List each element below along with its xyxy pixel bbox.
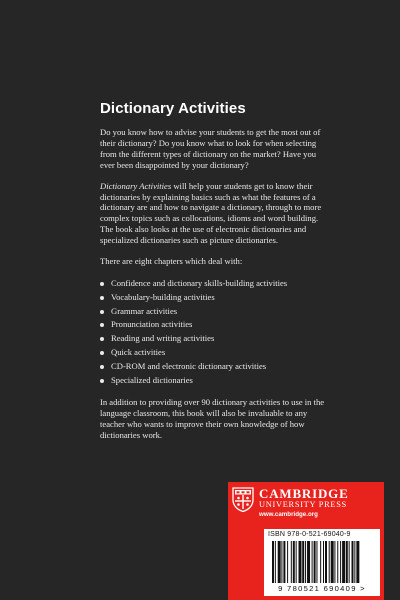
chapter-label: Specialized dictionaries (111, 374, 193, 385)
publisher-block (228, 482, 384, 600)
chapters-intro: There are eight chapters which deal with: (100, 256, 243, 267)
bullet-icon (100, 337, 104, 341)
chapter-item (100, 374, 332, 388)
chapter-item (100, 346, 332, 360)
barcode-panel (264, 529, 380, 596)
barcode-icon (272, 541, 374, 583)
chapter-label: Pronunciation activities (111, 319, 193, 330)
chapter-item (100, 277, 332, 291)
bullet-icon (100, 323, 104, 327)
bullet-icon (100, 351, 104, 355)
book-title: Dictionary Activities (100, 100, 246, 117)
description-text: will help your students get to know their dictionaries by explaining basics such as what the features of a dictionary are and how to navigate a dictionary, through to more complex topics such as collocations, idioms and word building. The book also looks at the use of electronic dictionaries and specialized dictionaries such as picture dictionaries. (100, 180, 322, 246)
bullet-icon (100, 310, 104, 314)
barcode-number: 9 780521 690409 > (278, 584, 366, 593)
chapter-label: Reading and writing activities (111, 333, 215, 344)
bullet-icon (100, 296, 104, 300)
chapter-label: Quick activities (111, 346, 166, 357)
chapter-item (100, 332, 332, 346)
description-paragraph (100, 181, 332, 246)
bullet-icon (100, 379, 104, 383)
publisher-subtitle: UNIVERSITY PRESS (259, 500, 347, 509)
publisher-name: CAMBRIDGE (259, 486, 349, 501)
intro-paragraph: Do you know how to advise your students to get the most out of their dictionary? Do you know what to look for when selecting from the different types of dictionary on the market? Have you ever been disappointed by your dictionary? (100, 127, 321, 170)
chapter-item (100, 318, 332, 332)
bullet-icon (100, 282, 104, 286)
university-crest-icon (232, 487, 254, 512)
chapter-label: Vocabulary-building activities (111, 291, 215, 302)
chapter-label: Grammar activities (111, 305, 178, 316)
bullet-icon (100, 365, 104, 369)
publisher-url: www.cambridge.org (259, 511, 318, 518)
isbn-text: ISBN 978-0-521-69040-9 (268, 531, 351, 538)
chapter-item (100, 305, 332, 319)
chapter-list (100, 277, 332, 387)
chapter-label: Confidence and dictionary skills-building activities (111, 277, 288, 288)
closing-paragraph: In addition to providing over 90 dictionary activities to use in the language classroom, this book will also be invaluable to any teacher who wants to improve their own knowledge of how dictionaries work. (100, 397, 325, 441)
description-title: Dictionary Activities (100, 180, 172, 191)
cover-text (100, 100, 332, 451)
chapter-label: CD-ROM and electronic dictionary activities (111, 360, 267, 371)
chapter-item (100, 291, 332, 305)
chapter-item (100, 360, 332, 374)
